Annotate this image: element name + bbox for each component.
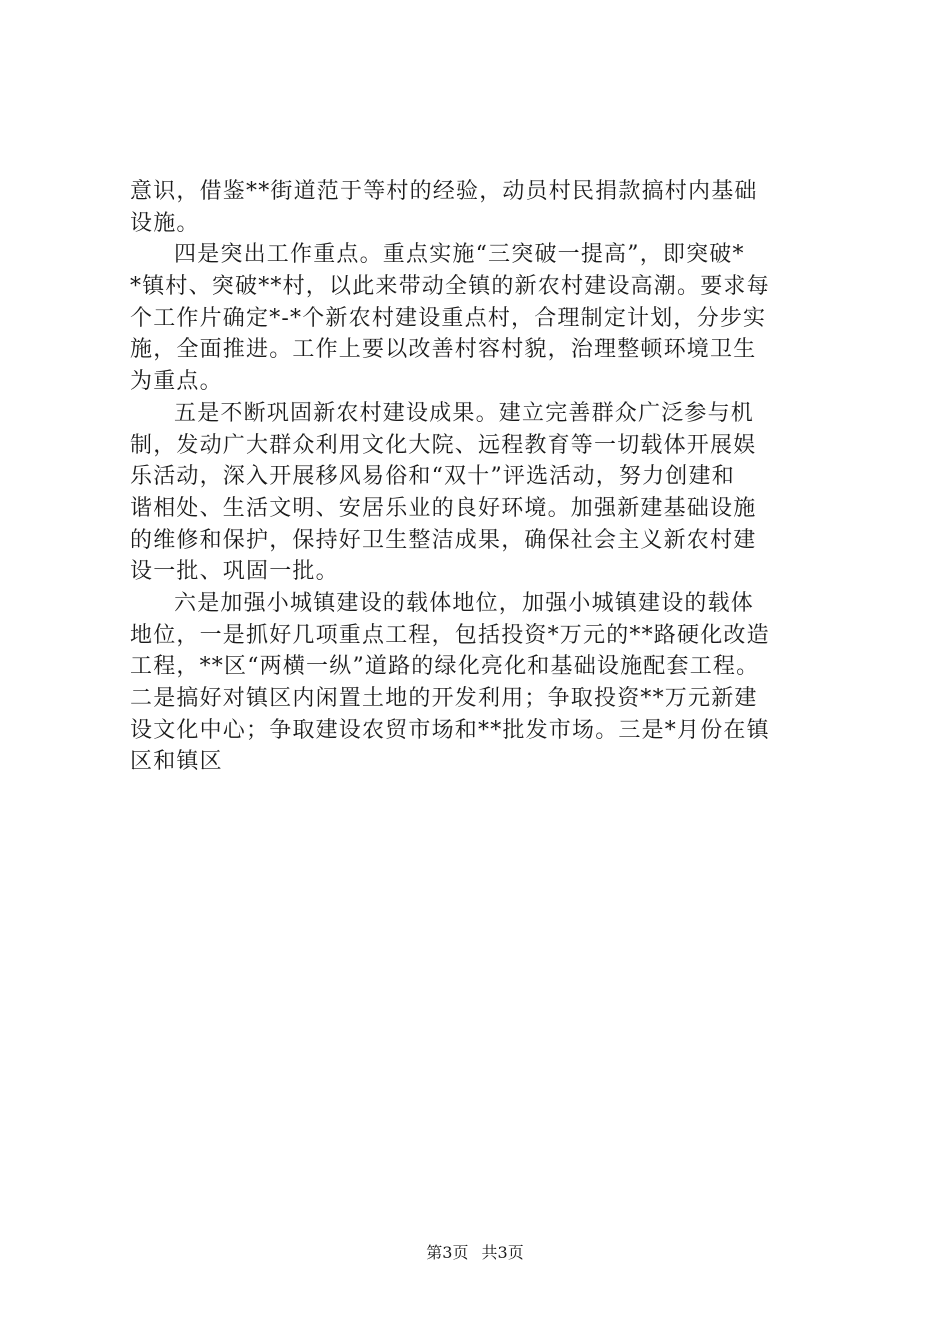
- text-line: 设文化中心；争取建设农贸市场和**批发市场。三是*月份在镇: [130, 717, 770, 743]
- text-line: 区和镇区: [130, 749, 223, 775]
- text-line: 制，发动广大群众利用文化大院、远程教育等一切载体开展娱: [130, 432, 757, 458]
- page-total: 共3页: [481, 1243, 524, 1262]
- text-line: 地位，一是抓好几项重点工程，包括投资*万元的**路硬化改造: [130, 622, 770, 648]
- text-line: 工程，**区“两横一纵”道路的绿化亮化和基础设施配套工程。: [130, 654, 760, 680]
- page-footer: [0, 1240, 950, 1263]
- text-line: 设一批、巩固一批。: [130, 559, 339, 585]
- document-body: [130, 176, 830, 778]
- page-number: 第3页: [426, 1243, 469, 1262]
- text-line: 四是突出工作重点。重点实施“三突破一提高”，即突破*: [174, 242, 745, 268]
- text-line: 的维修和保护，保持好卫生整洁成果，确保社会主义新农村建: [130, 527, 757, 553]
- text-line: 施，全面推进。工作上要以改善村容村貌，治理整顿环境卫生: [130, 337, 757, 363]
- text-line: 为重点。: [130, 369, 223, 395]
- text-line: 设施。: [130, 210, 200, 236]
- text-line: 谐相处、生活文明、安居乐业的良好环境。加强新建基础设施: [130, 495, 757, 521]
- text-line: *镇村、突破**村，以此来带动全镇的新农村建设高潮。要求每: [130, 274, 770, 300]
- text-line: 乐活动，深入开展移风易俗和“双十”评选活动，努力创建和: [130, 464, 735, 490]
- text-line: 五是不断巩固新农村建设成果。建立完善群众广泛参与机: [174, 400, 755, 426]
- text-line: 二是搞好对镇区内闲置土地的开发利用；争取投资**万元新建: [130, 686, 758, 711]
- text-line: 个工作片确定*-*个新农村建设重点村，合理制定计划，分步实: [130, 305, 767, 331]
- text-line: 六是加强小城镇建设的载体地位，加强小城镇建设的载体: [174, 590, 755, 616]
- text-line: 意识，借鉴**街道范于等村的经验，动员村民捐款搞村内基础: [130, 179, 758, 204]
